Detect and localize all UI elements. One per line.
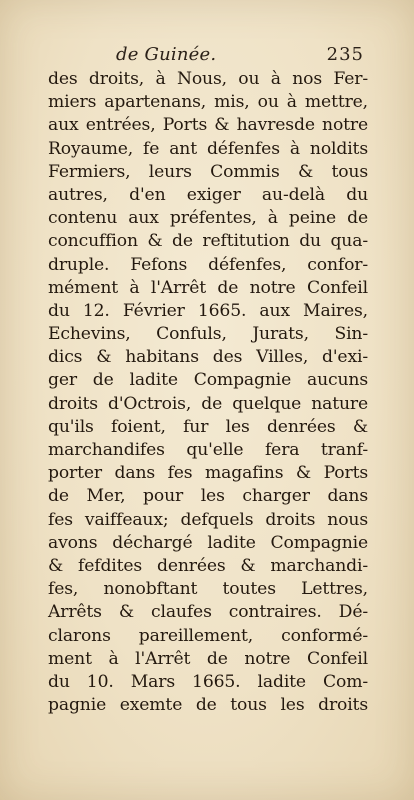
text-line: du 12. Février 1665. aux Maires, [48, 300, 368, 321]
text-line: qu'ils foient, fur les denrées & [48, 416, 368, 437]
text-line: Arrêts & claufes contraires. Dé- [48, 602, 368, 623]
text-line: ment à l'Arrêt de notre Confeil [48, 648, 368, 669]
running-title: de Guinée. [116, 44, 217, 65]
text-line: porter dans fes magafins & Ports [48, 463, 368, 484]
body-text [48, 68, 368, 717]
text-line: avons déchargé ladite Compagnie [48, 532, 368, 553]
text-line: clarons pareillement, conformé- [48, 625, 368, 646]
text-line: & fefdites denrées & marchandi- [48, 555, 368, 576]
text-line: fes vaiffeaux; defquels droits nous [48, 509, 368, 530]
text-line: dics & habitans des Villes, d'exi- [48, 347, 368, 368]
text-line: de Mer, pour les charger dans [48, 486, 368, 507]
text-line: autres, d'en exiger au-delà du [48, 184, 368, 205]
text-line: miers apartenans, mis, ou à mettre, [48, 92, 368, 113]
text-line: aux entrées, Ports & havresde notre [48, 115, 368, 136]
text-line: ger de ladite Compagnie aucuns [48, 370, 368, 391]
text-line: Fermiers, leurs Commis & tous [48, 161, 368, 182]
text-line: Royaume, fe ant défenfes à noldits [48, 138, 368, 159]
text-line: druple. Fefons défenfes, confor- [48, 254, 368, 275]
running-header [50, 44, 366, 66]
text-line: concuffion & de reftitution du qua- [48, 231, 368, 252]
text-line: des droits, à Nous, ou à nos Fer- [48, 69, 368, 89]
text-line: marchandifes qu'elle fera tranf- [48, 440, 368, 460]
page-number: 235 [326, 44, 364, 65]
text-line: du 10. Mars 1665. ladite Com- [48, 671, 368, 692]
text-line: pagnie exemte de tous les droits [48, 695, 368, 716]
text-line: mément à l'Arrêt de notre Confeil [48, 277, 368, 298]
text-line: droits d'Octrois, de quelque nature [48, 393, 368, 414]
text-line: Echevins, Confuls, Jurats, Sin- [48, 324, 368, 345]
text-line: contenu aux préfentes, à peine de [48, 208, 368, 229]
text-line: fes, nonobftant toutes Lettres, [48, 579, 368, 600]
